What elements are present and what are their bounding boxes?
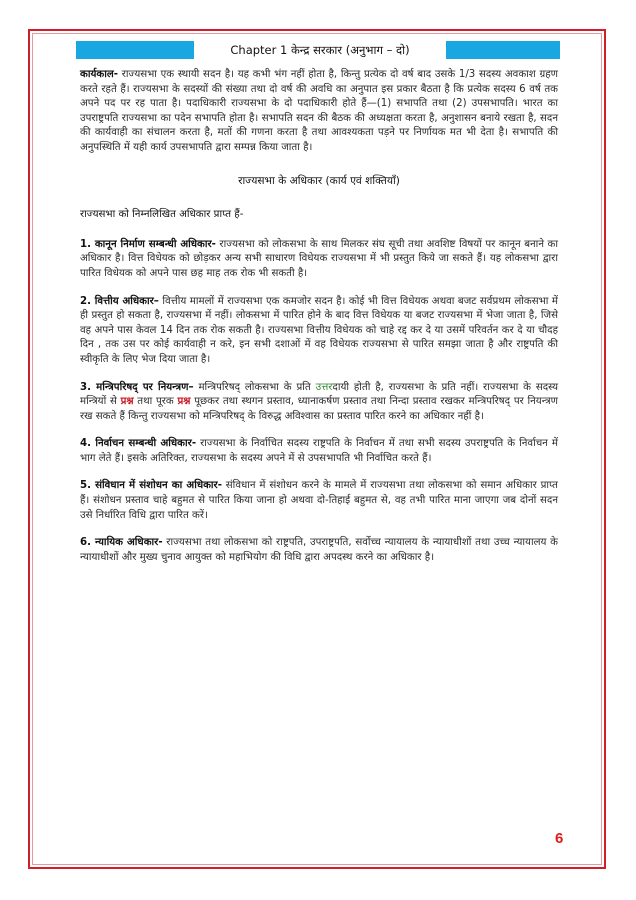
power-text: मन्त्रिपरिषद् लोकसभा के प्रति — [193, 381, 316, 393]
power-label: 4. निर्वाचन सम्बन्धी अधिकार- — [80, 438, 197, 450]
power-text: वित्तीय मामलों में राज्यसभा एक कमजोर सदन है। कोई भी वित्त विधेयक अथवा बजट सर्वप्रथम लोकसभा में ही प्रस्तुत हो सकता है, राज्यसभा में नहीं। लोकसभा में पारित होने के बाद वित्त विधेयक या बजट राज्यसभा में भेजा जाता है, जिसे वह अपने पास केवल 14 दिन तक रोक सकती है। राज्यसभा वित्तीय विधेयक को चाहे रद्द कर दे या उसमें परिवर्तन कर दे या चौदह दिन , तक उस पर कोई कार्यवाही न करे, इन सभी दशाओं में वह विधेयक राज्यसभा से पारित समझा जाता है और राष्ट्रपति की स्वीकृति के लिए भेज दिया जाता है। — [80, 295, 558, 365]
page-number: 6 — [555, 830, 564, 847]
header-bar-right — [446, 41, 560, 59]
power-label: 2. वित्तीय अधिकार– — [80, 295, 159, 307]
power-text: राज्यसभा के निर्वाचित सदस्य राष्ट्रपति के निर्वाचन में तथा सभी सदस्य उपराष्ट्रपति के निर्वाचन में भाग लेते हैं। इसके अतिरिक्त, राज्यसभा के सदस्य अपने में से उपसभापति भी निर्वाचित करते हैं। — [80, 438, 558, 464]
power-label: 1. कानून निर्माण सम्बन्धी अधिकार- — [80, 238, 216, 250]
power-item-amendment — [80, 479, 558, 523]
power-text: पूछकर तथा स्थगन प्रस्ताव, ध्यानाकर्षण प्रस्ताव तथा निन्दा प्रस्ताव रखकर मन्त्रिपरिषद् पर नियन्त्रण रख सकते हैं किन्तु राज्यसभा को मन्त्रिपरिषद् के विरुद्ध अविश्वास का प्रस्ताव पारित करने का अधिकार नहीं है। — [80, 396, 559, 422]
power-item-election — [80, 437, 558, 466]
power-text: राज्यसभा को लोकसभा के साथ मिलकर संघ सूची तथा अवशिष्ट विषयों पर कानून बनाने का अधिकार है। वित्त विधेयक को छोड़कर अन्य सभी साधारण विधेयक राज्यसभा में भी प्रस्तुत किये जा सकते हैं। यह लोकसभा द्वारा पारित विधेयक को अपने पास छह माह तक रोक भी सकती है। — [80, 238, 558, 279]
document-body — [80, 68, 558, 578]
power-text: संविधान में संशोधन करने के मामले में राज्यसभा तथा लोकसभा को समान अधिकार प्राप्त हैं। संशोधन प्रस्ताव चाहे बहुमत से पारित किया जाना हो अथवा दो-तिहाई बहुमत से, वह तभी पारित माना जाएगा जब दोनों सदन उसे निर्धारित विधि द्वारा पारित करें। — [80, 480, 558, 521]
power-item-legislative — [80, 238, 558, 282]
power-text: तथा पूरक — [133, 396, 178, 408]
power-text: राज्यसभा तथा लोकसभा को राष्ट्रपति, उपराष्ट्रपति, सर्वोच्च न्यायालय के न्यायाधीशों तथा उच्च न्यायालय के न्यायाधीशों और मुख्य चुनाव आयुक्त को महाभियोग की विधि द्वारा अपदस्थ करने का अधिकार है। — [80, 537, 558, 563]
power-label: 5. संविधान में संशोधन का अधिकार- — [80, 480, 222, 492]
chapter-title: Chapter 1 केन्द्र सरकार (अनुभाग – दो) — [230, 43, 410, 57]
highlight-word-red: प्रश्न — [177, 396, 191, 408]
intro-paragraph — [80, 68, 558, 156]
intro-text: राज्यसभा एक स्थायी सदन है। यह कभी भंग नहीं होता है, किन्तु प्रत्येक दो वर्ष बाद उसके 1/3 सदस्य अवकाश ग्रहण करते रहते हैं। राज्यसभा के सदस्यों की संख्या तथा दो वर्ष की अवधि का अनुपात इस प्रकार बैठता है कि प्रत्येक सदस्य 6 वर्ष तक अपने पद पर रह पाता है। पदाधिकारी राज्यसभा के दो पदाधिकारी होते हैं—(1) सभापति तथा (2) उपसभापति। भारत का उपराष्ट्रपति राज्यसभा का पदेन सभापति होता है। सभापति सदन की बैठक की अध्यक्षता करता है, अनुशासन बनाये रखता है, सदन की कार्यवाही का संचालन करता है, मतों की गणना करता है तथा आवश्यकता पड़ने पर निर्णायक मत भी देता है। सभापति की अनुपस्थिति में यही कार्य उपसभापति द्वारा सम्पन्न किया जाता है। — [80, 69, 558, 153]
power-text: दायी होती है, राज्यसभा के प्रति नहीं। राज्यसभा के सदस्य मन्त्रियों से — [80, 381, 559, 408]
power-label: 3. मन्त्रिपरिषद् पर नियन्त्रण– — [80, 381, 194, 393]
header-bar-left — [76, 41, 194, 59]
powers-subheading: राज्यसभा को निम्नलिखित अधिकार प्राप्त हैं- — [80, 209, 244, 221]
section-heading: राज्यसभा के अधिकार (कार्य एवं शक्तियाँ) — [238, 174, 400, 187]
highlight-word-red: प्रश्न — [120, 396, 134, 408]
intro-label: कार्यकाल- — [80, 69, 118, 80]
power-item-council-control — [80, 381, 558, 425]
power-item-financial — [80, 295, 558, 368]
chapter-header — [76, 41, 560, 59]
power-label: 6. न्यायिक अधिकार- — [80, 537, 163, 549]
power-item-judicial — [80, 536, 558, 565]
highlight-word-green: उत्तर — [315, 381, 333, 393]
